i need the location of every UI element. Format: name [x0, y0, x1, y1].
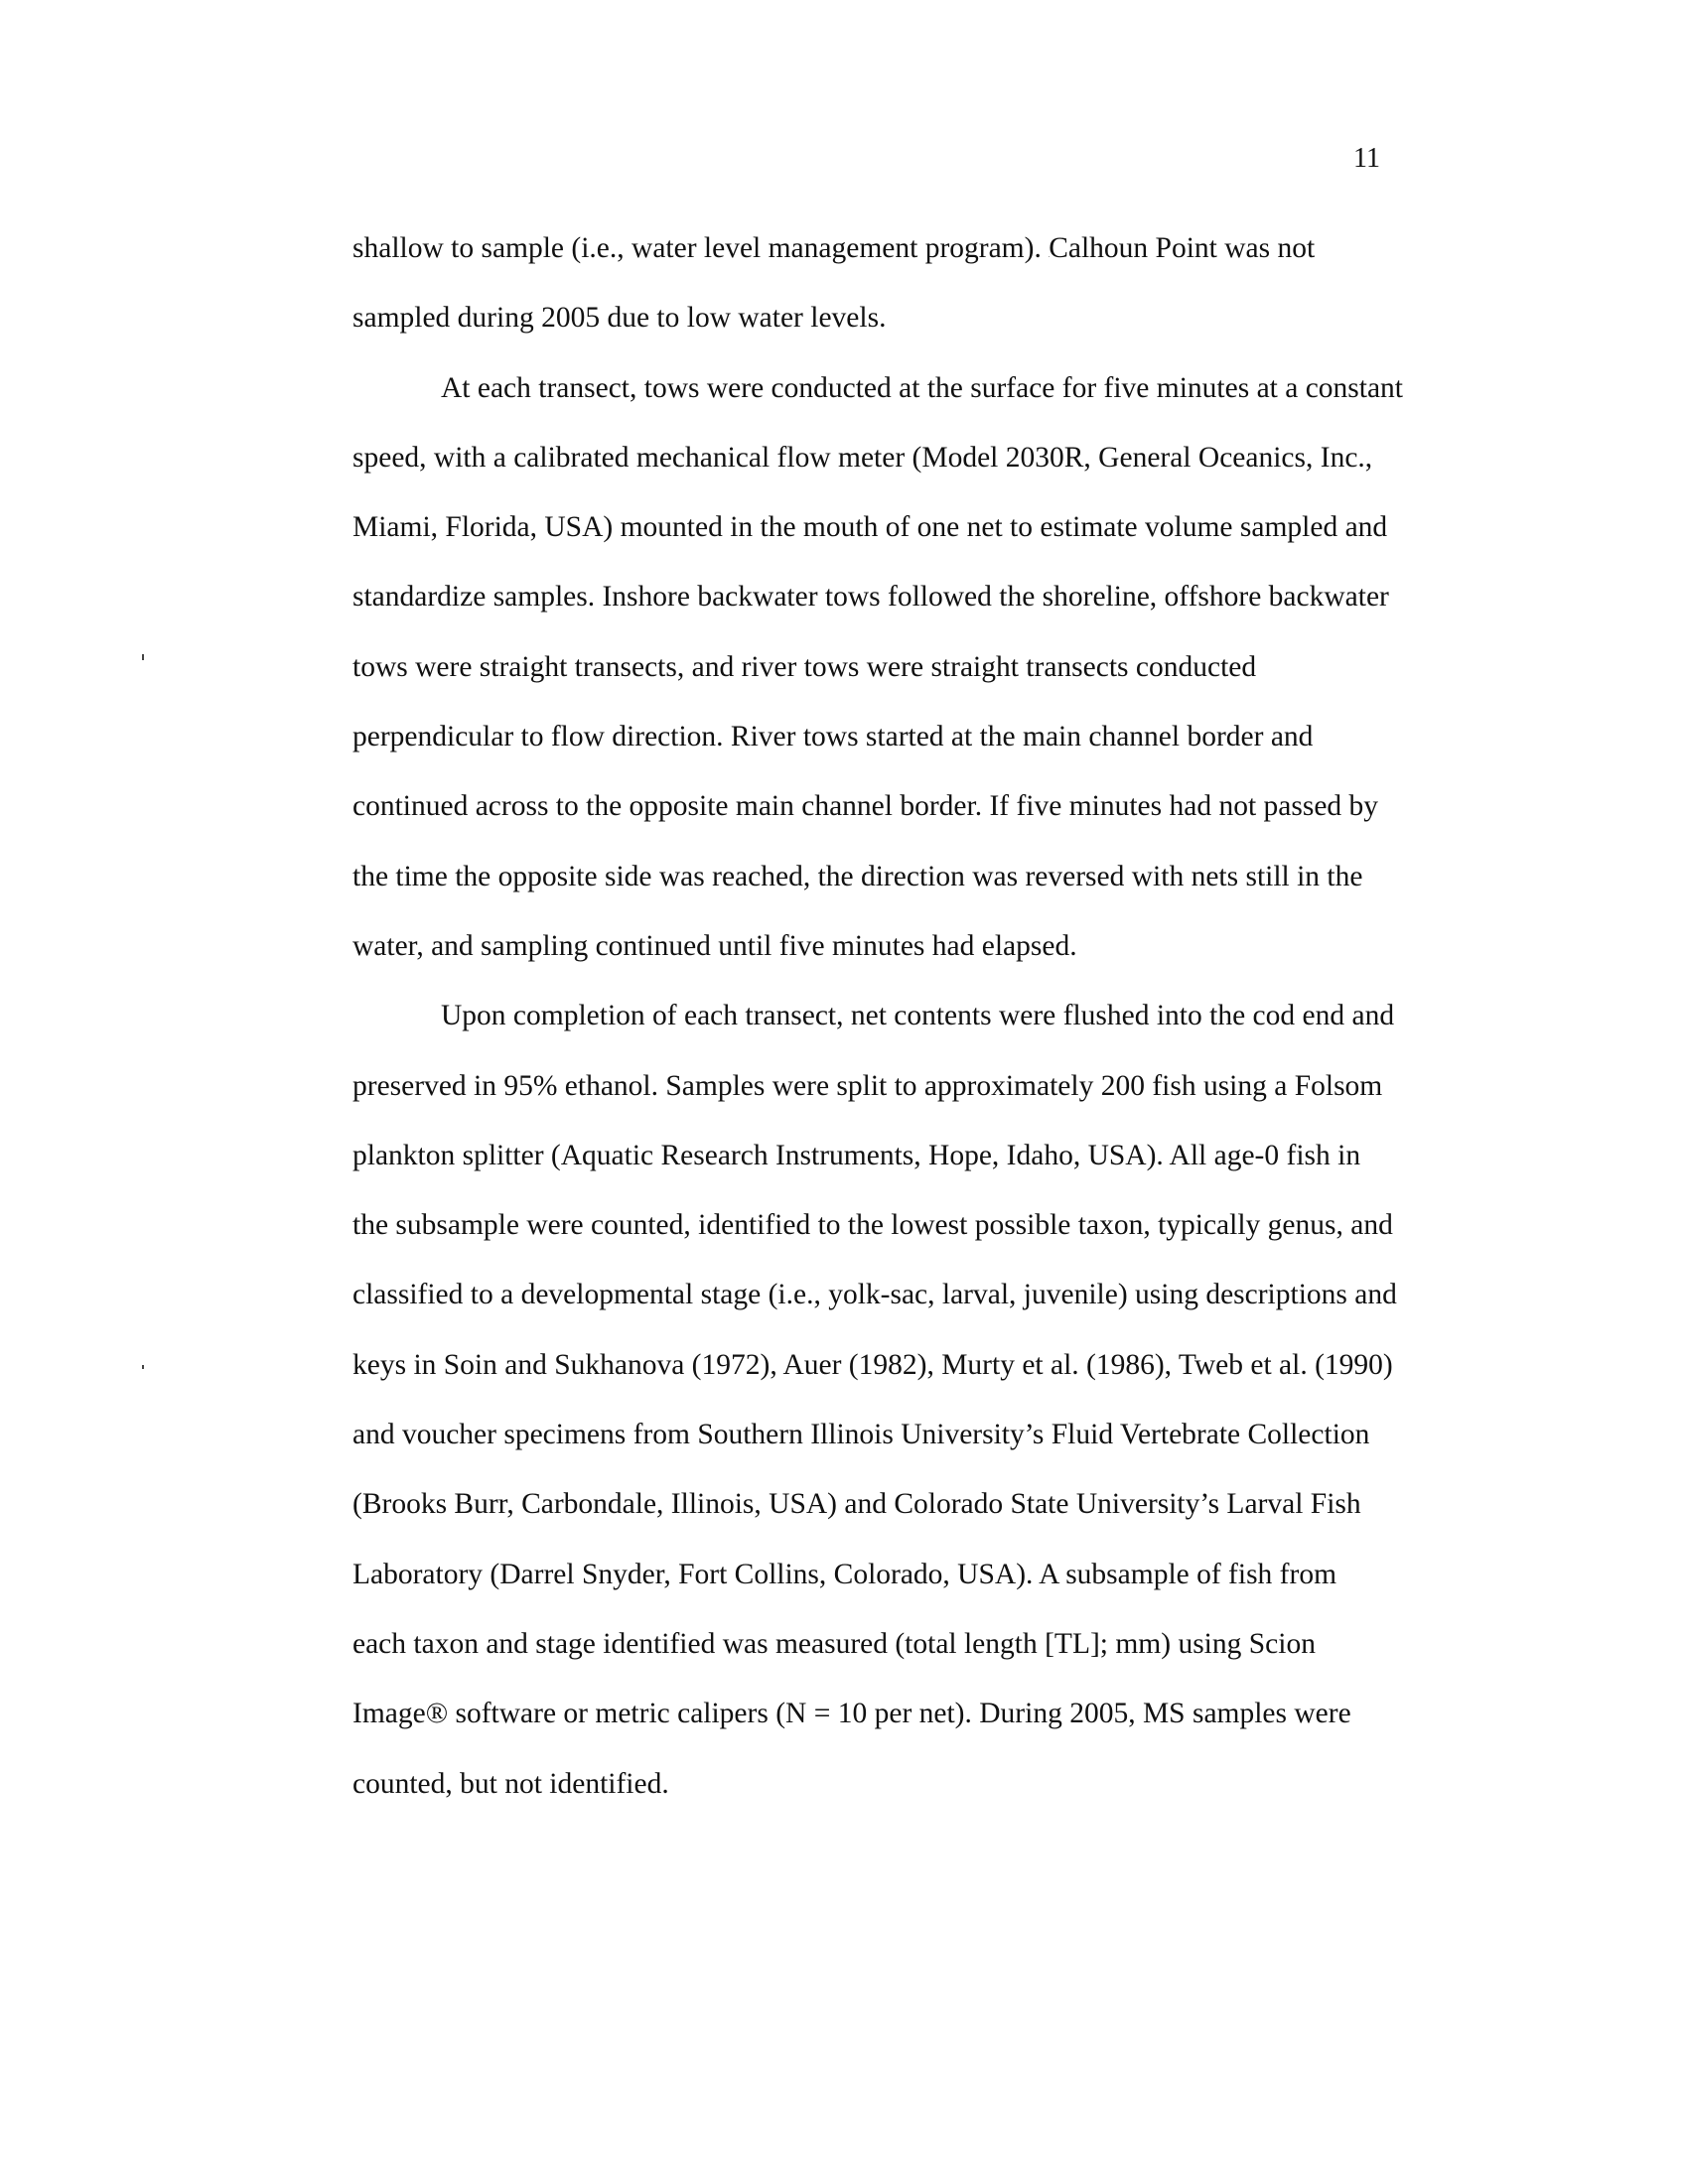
text-line: Image® software or metric calipers (N = 10 per net). During 2005, MS samples were — [352, 1698, 1351, 1730]
text-line: standardize samples. Inshore backwater tows followed the shoreline, offshore backwater — [352, 581, 1389, 614]
text-line: the subsample were counted, identified to the lowest possible taxon, typically genus, and — [352, 1209, 1393, 1242]
text-line: shallow to sample (i.e., water level management program). Calhoun Point was not — [352, 232, 1316, 264]
text-line: classified to a developmental stage (i.e., yolk-sac, larval, juvenile) using descriptions and — [352, 1279, 1397, 1311]
text-line: sampled during 2005 due to low water levels. — [352, 302, 887, 335]
text-line: plankton splitter (Aquatic Research Instruments, Hope, Idaho, USA). All age-0 fish in — [352, 1139, 1361, 1171]
text-line: tows were straight transects, and river tows were straight transects conducted — [352, 650, 1257, 683]
scan-artifact-mark — [142, 654, 144, 660]
text-line: and voucher specimens from Southern Illinois University’s Fluid Vertebrate Collection — [352, 1419, 1370, 1451]
text-line: continued across to the opposite main channel border. If five minutes had not passed by — [352, 790, 1379, 823]
text-line: counted, but not identified. — [352, 1767, 669, 1800]
text-line: (Brooks Burr, Carbondale, Illinois, USA) and Colorado State University’s Larval Fish — [352, 1488, 1361, 1521]
scan-artifact-mark — [142, 1365, 144, 1369]
text-line: perpendicular to flow direction. River tows started at the main channel border and — [352, 721, 1314, 753]
text-line: the time the opposite side was reached, the direction was reversed with nets still in the — [352, 860, 1363, 892]
text-line: each taxon and stage identified was measured (total length [TL]; mm) using Scion — [352, 1627, 1316, 1660]
text-line: water, and sampling continued until five minutes had elapsed. — [352, 929, 1077, 962]
body-text — [352, 226, 1445, 1832]
text-line: Miami, Florida, USA) mounted in the mouth of one net to estimate volume sampled and — [352, 511, 1388, 544]
paragraph-start-line: Upon completion of each transect, net contents were flushed into the cod end and — [441, 1000, 1395, 1032]
text-line: Laboratory (Darrel Snyder, Fort Collins, Colorado, USA). A subsample of fish from — [352, 1558, 1337, 1590]
text-line: keys in Soin and Sukhanova (1972), Auer (1982), Murty et al. (1986), Tweb et al. (1990) — [352, 1348, 1393, 1381]
page-number: 11 — [1353, 143, 1380, 174]
text-line: preserved in 95% ethanol. Samples were split to approximately 200 fish using a Folsom — [352, 1069, 1383, 1102]
paragraph-start-line: At each transect, tows were conducted at the surface for five minutes at a constant — [441, 371, 1404, 404]
text-line: speed, with a calibrated mechanical flow meter (Model 2030R, General Oceanics, Inc., — [352, 441, 1373, 474]
